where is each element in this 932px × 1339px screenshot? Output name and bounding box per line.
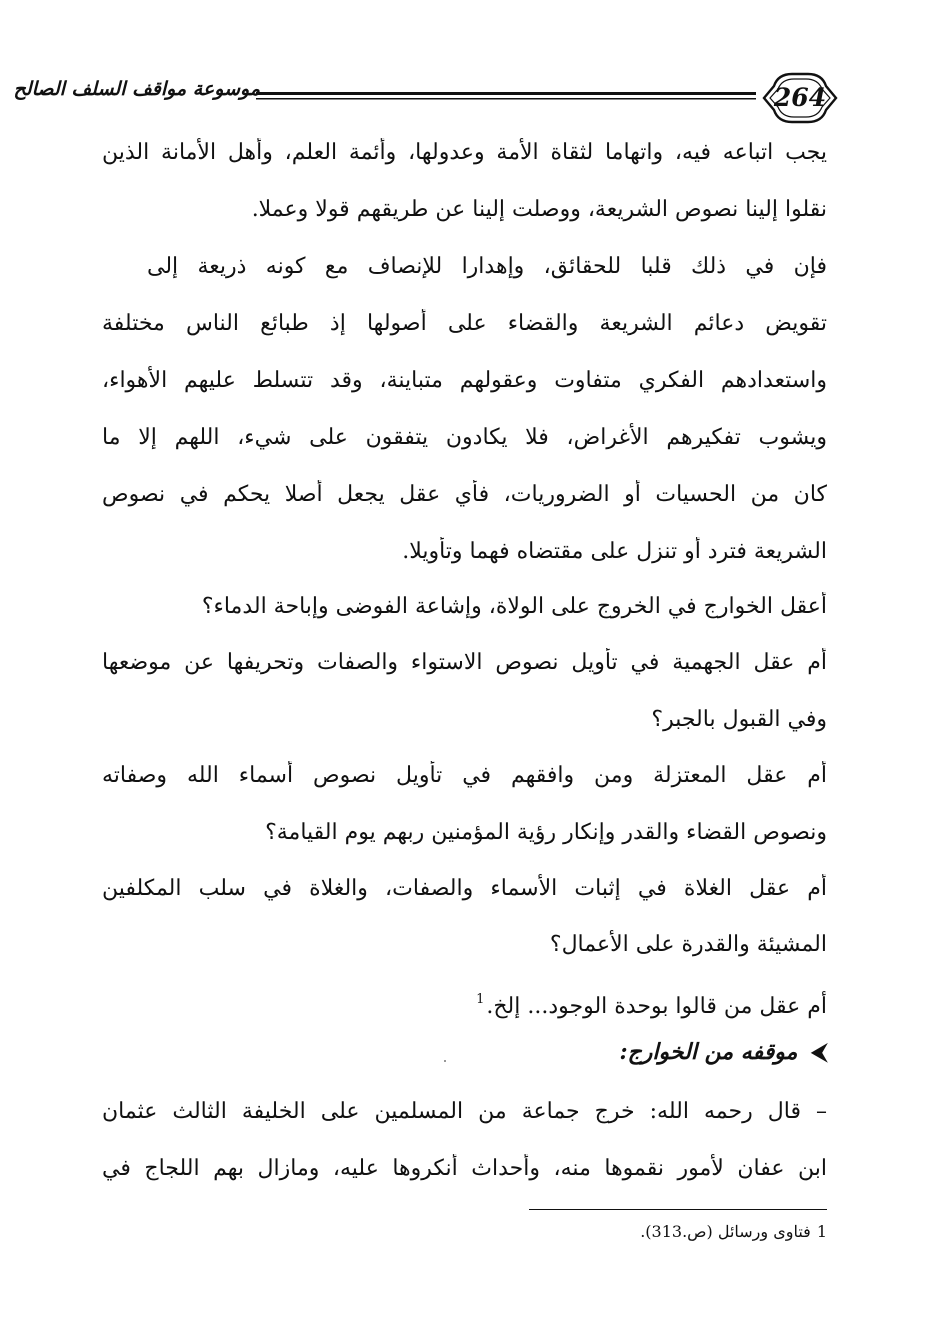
text-line: وفي القبول بالجبر؟ <box>651 707 827 732</box>
text-line: كان من الحسيات أو الضروريات، فأي عقل يجعل أصلا يحكم في نصوص <box>102 482 827 507</box>
text-line: نقلوا إلينا نصوص الشريعة، ووصلت إلينا عن طريقهم قولا وعملا. <box>251 197 827 222</box>
footnote <box>327 1220 827 1244</box>
footnote-separator <box>529 1209 827 1210</box>
text-line-with-footnote <box>102 985 827 1022</box>
text-line: أم عقل الجهمية في تأويل نصوص الاستواء والصفات وتحريفها عن موضعها <box>102 650 827 675</box>
text-line: يجب اتباعه فيه، واتهاما لثقاة الأمة وعدولها، وأئمة العلم، وأهل الأمانة الذين <box>102 140 827 165</box>
text-line: واستعدادهم الفكري متفاوت وعقولهم متباينة، وقد تتسلط عليهم الأهواء، <box>102 368 827 393</box>
page-number-badge <box>758 66 842 130</box>
footnote-text: فتاوى ورسائل (ص.313). <box>640 1222 811 1241</box>
page-number: 264 <box>773 83 827 112</box>
section-heading <box>102 1036 827 1068</box>
text-line: فإن في ذلك قلبا للحقائق، وإهدارا للإنصاف مع كونه ذريعة إلى <box>147 254 827 279</box>
text-line: أم عقل المعتزلة ومن وافقهم في تأويل نصوص أسماء الله وصفاته <box>102 763 827 788</box>
text-line: – قال رحمه الله: خرج جماعة من المسلمين على الخليفة الثالث عثمان <box>102 1099 827 1124</box>
running-title: موسوعة مواقف السلف الصالح <box>13 78 260 100</box>
footnote-number: 1 <box>816 1222 827 1241</box>
scan-speck <box>444 1060 446 1062</box>
text-line: الشريعة فترد أو تنزل على مقتضاه فهما وتأويلا. <box>402 539 827 564</box>
footnote-reference[interactable]: 1 <box>476 992 485 1007</box>
section-heading-text: موقفه من الخوارج: <box>619 1039 798 1065</box>
text-line: ونصوص القضاء والقدر وإنكار رؤية المؤمنين ربهم يوم القيامة؟ <box>265 820 827 845</box>
text-line: ويشوب تفكيرهم الأغراض، فلا يكادون يتفقون على شيء، اللهم إلا ما <box>102 425 827 450</box>
page-header <box>13 62 842 132</box>
arrow-marker-icon: ⮜ <box>811 1039 827 1065</box>
header-rule <box>256 92 756 102</box>
text-line: أم عقل من قالوا بوحدة الوجود... إلخ. <box>486 994 827 1019</box>
text-line: المشيئة والقدرة على الأعمال؟ <box>549 932 827 957</box>
text-line: ابن عفان لأمور نقموها منه، وأحداث أنكروها عليه، ومازال بهم اللجاج في <box>102 1156 827 1181</box>
text-line: أعقل الخوارج في الخروج على الولاة، وإشاعة الفوضى وإباحة الدماء؟ <box>201 594 827 619</box>
text-line: تقويض دعائم الشريعة والقضاء على أصولها إذ طبائع الناس مختلفة <box>102 311 827 336</box>
text-line: أم عقل الغلاة في إثبات الأسماء والصفات، والغلاة في سلب المكلفين <box>102 876 827 901</box>
